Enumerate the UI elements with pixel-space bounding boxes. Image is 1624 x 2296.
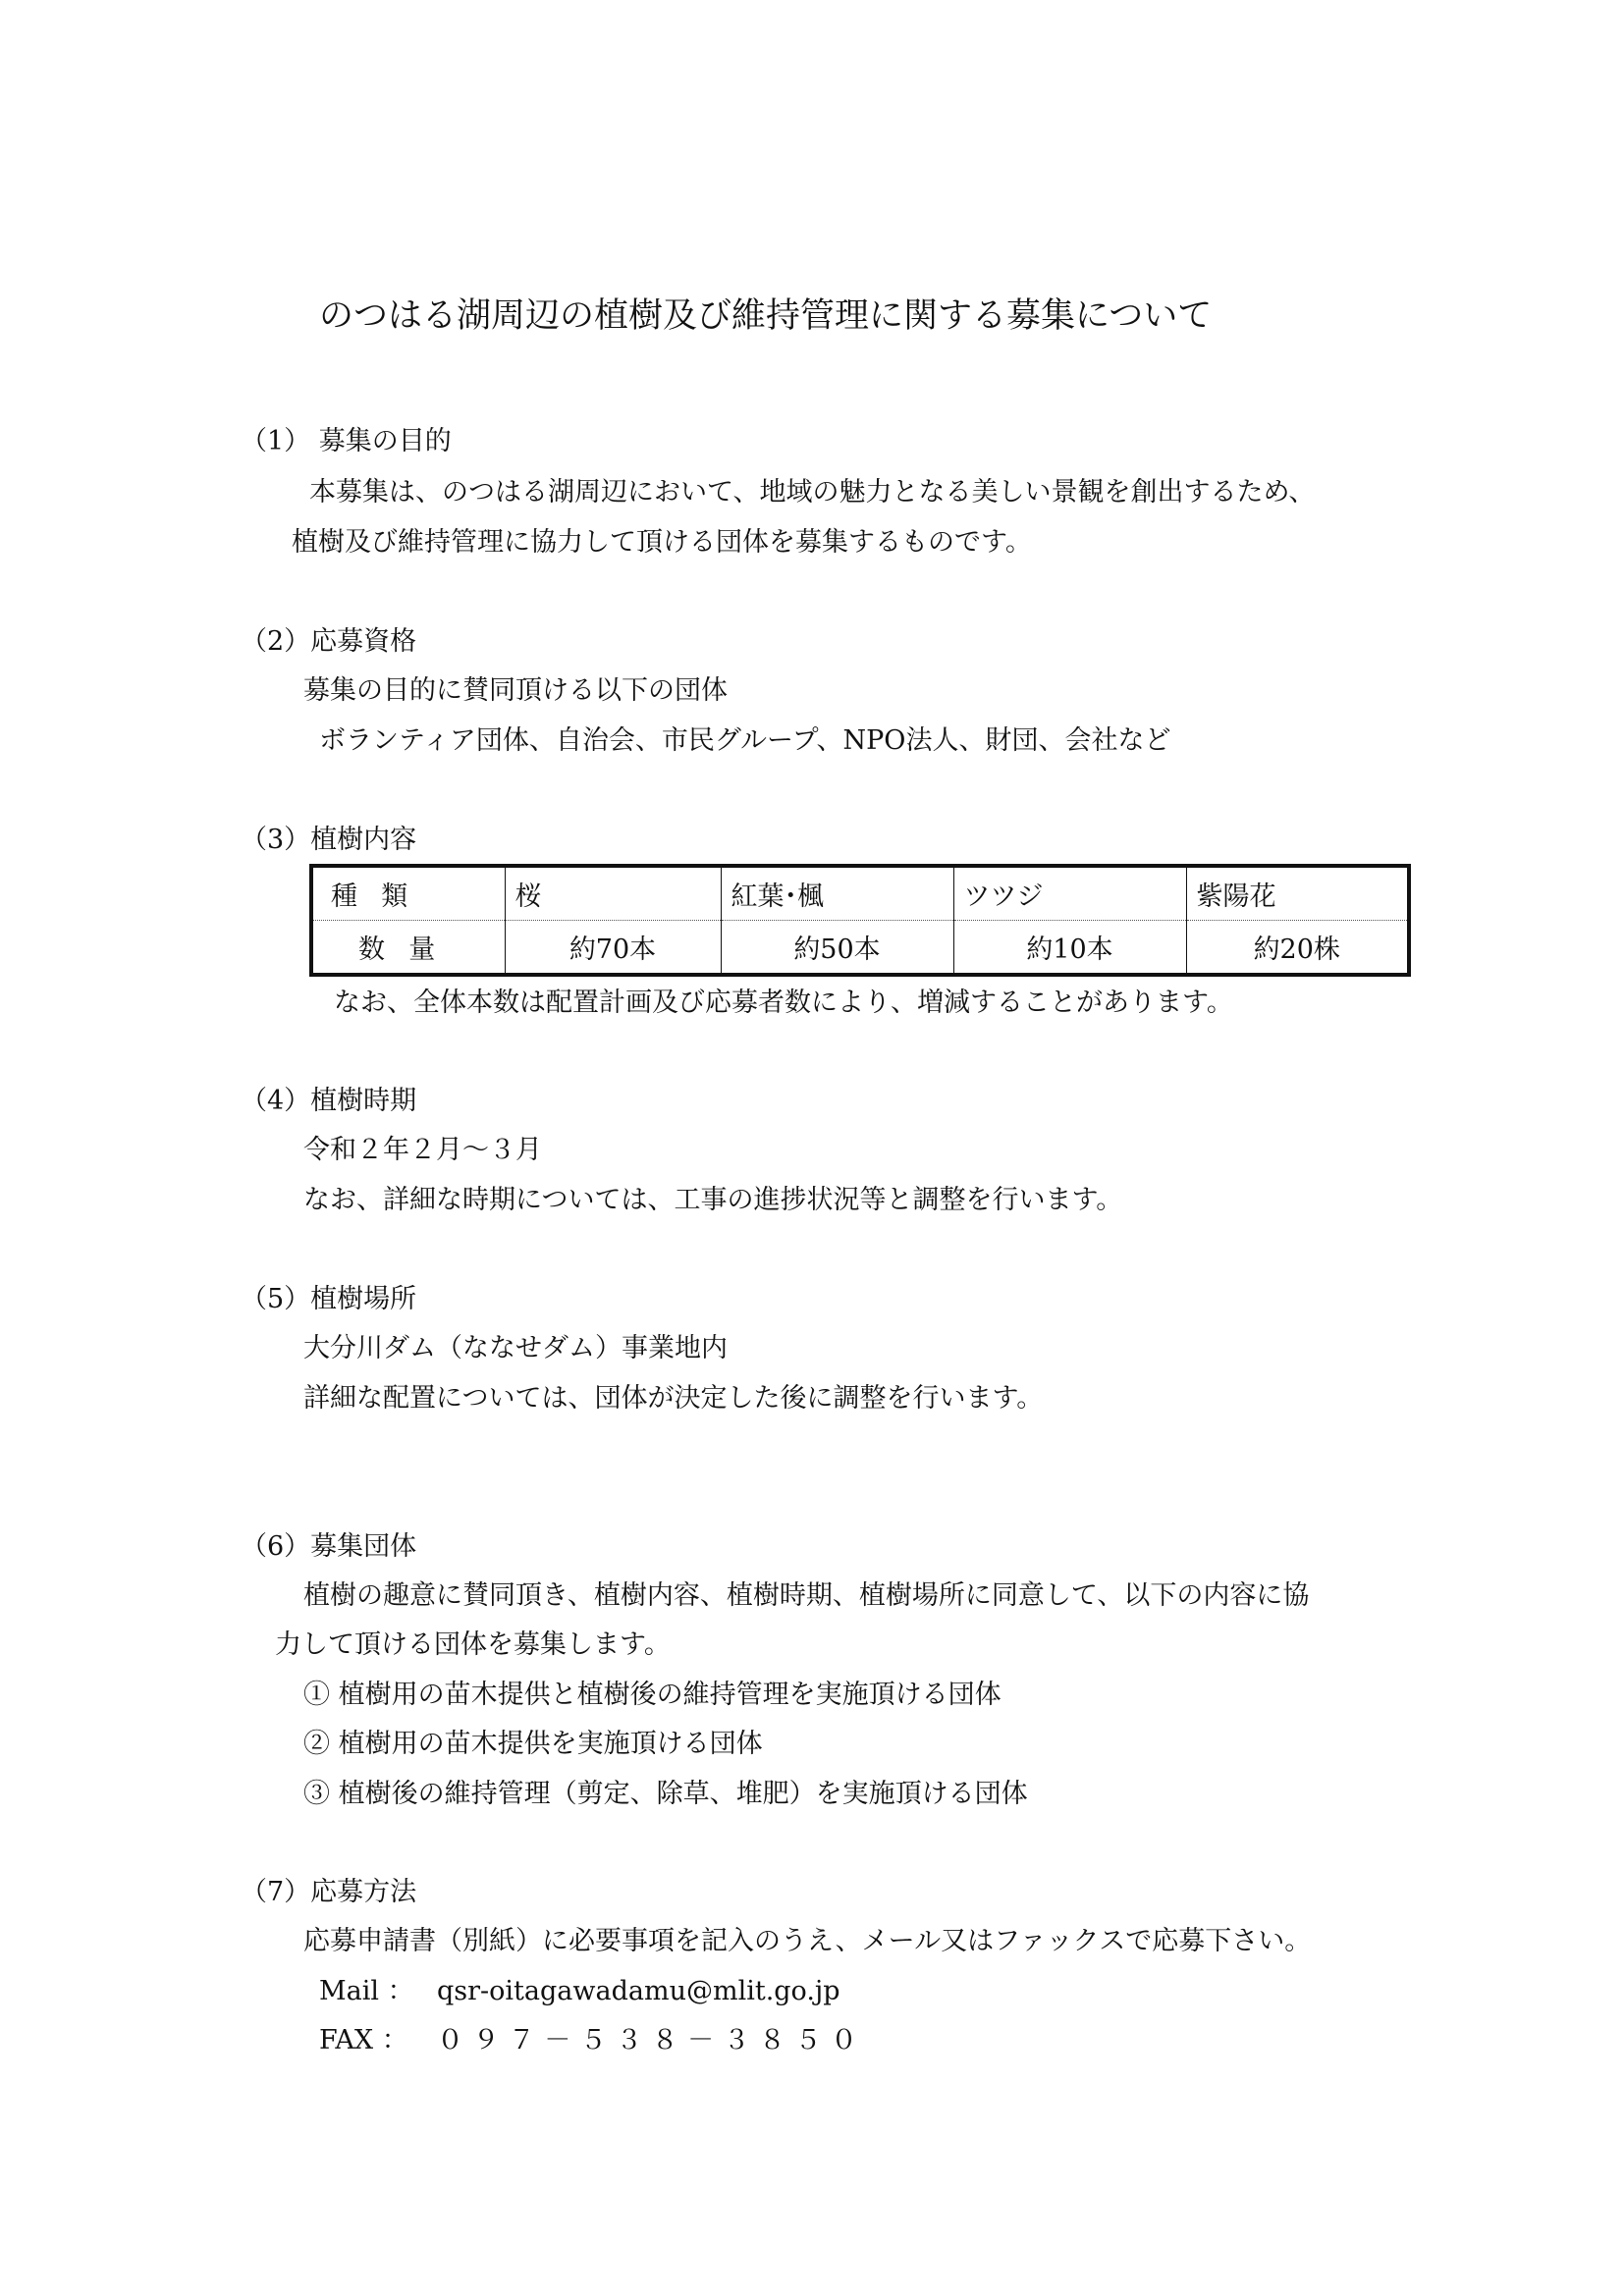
- species-quantity: 約50本: [721, 921, 953, 976]
- species-quantity: 約10本: [953, 921, 1186, 976]
- section-2-heading: （2）応募資格: [241, 626, 417, 657]
- fax-number: ０９７－５３８－３８５０: [437, 2025, 867, 2056]
- section-2-text-line2: ボランティア団体、自治会、市民グループ、NPO法人、財団、会社など: [319, 725, 1171, 756]
- section-4-heading: （4）植樹時期: [241, 1086, 417, 1116]
- mail-label: Mail ：: [319, 1976, 414, 2006]
- species-name: ツツジ: [953, 866, 1186, 921]
- section-7-text-line1: 応募申請書（別紙）に必要事項を記入のうえ、メール又はファックスで応募下さい。: [303, 1926, 1312, 1956]
- section-6-heading: （6）募集団体: [241, 1531, 417, 1562]
- section-7-heading: （7）応募方法: [241, 1877, 417, 1907]
- quantity-row: [311, 921, 1409, 976]
- section-2-text-line1: 募集の目的に賛同頂ける以下の団体: [303, 675, 728, 706]
- section-4-text-line1: 令和２年２月～３月: [303, 1135, 542, 1165]
- section-6-item: ② 植樹用の苗木提供を実施頂ける団体: [303, 1729, 763, 1759]
- species-name: 桜: [505, 866, 721, 921]
- section-6-item: ③ 植樹後の維持管理（剪定、除草、堆肥）を実施頂ける団体: [303, 1779, 1028, 1809]
- section-5-text-line2: 詳細な配置については、団体が決定した後に調整を行います。: [303, 1383, 1044, 1414]
- section-1-text-line2: 植樹及び維持管理に協力して頂ける団体を募集するものです。: [292, 527, 1032, 558]
- species-row: [311, 866, 1409, 921]
- species-label: 種類: [311, 866, 505, 921]
- species-name: 紫陽花: [1186, 866, 1409, 921]
- quantity-label: 数量: [311, 921, 505, 976]
- section-3-heading: （3）植樹内容: [241, 825, 417, 855]
- page-title: のつはる湖周辺の植樹及び維持管理に関する募集について: [319, 296, 1213, 336]
- species-name: 紅葉･楓: [721, 866, 953, 921]
- section-6-text-line1: 植樹の趣意に賛同頂き、植樹内容、植樹時期、植樹場所に同意して、以下の内容に協: [303, 1580, 1310, 1611]
- section-5-text-line1: 大分川ダム（ななせダム）事業地内: [303, 1333, 728, 1363]
- planting-table: [309, 864, 1411, 977]
- section-3-note: なお、全体本数は配置計画及び応募者数により、増減することがあります。: [334, 988, 1233, 1018]
- section-6-text-line2: 力して頂ける団体を募集します。: [275, 1629, 671, 1660]
- section-1-text-line1: 本募集は、のつはる湖周辺において、地域の魅力となる美しい景観を創出するため、: [309, 477, 1316, 507]
- section-1-heading: （1） 募集の目的: [241, 426, 452, 456]
- species-quantity: 約20株: [1186, 921, 1409, 976]
- fax-label: FAX ：: [319, 2025, 408, 2056]
- section-6-item: ① 植樹用の苗木提供と植樹後の維持管理を実施頂ける団体: [303, 1680, 1001, 1710]
- species-quantity: 約70本: [505, 921, 721, 976]
- section-5-heading: （5）植樹場所: [241, 1284, 417, 1314]
- mail-address[interactable]: qsr-oitagawadamu@mlit.go.jp: [437, 1976, 840, 2006]
- section-4-text-line2: なお、詳細な時期については、工事の進捗状況等と調整を行います。: [303, 1185, 1123, 1215]
